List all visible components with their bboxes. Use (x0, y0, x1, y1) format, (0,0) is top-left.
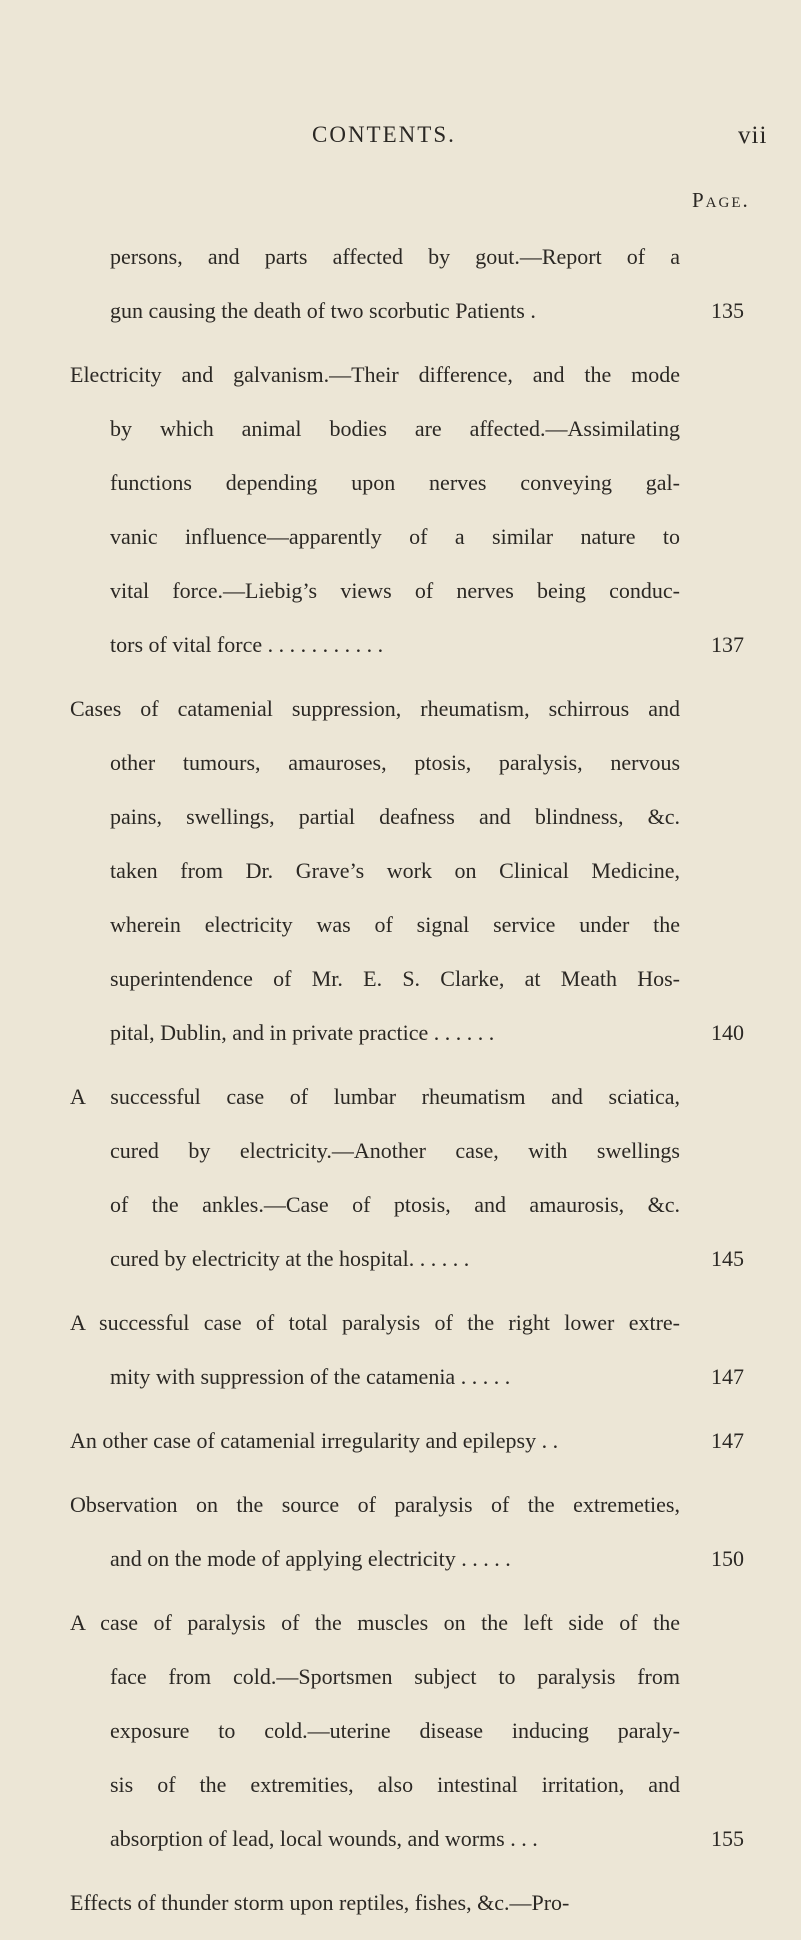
contents-entry (0, 1070, 801, 1286)
entry-line (0, 844, 801, 898)
entry-line (0, 1596, 801, 1650)
entry-line (0, 1876, 801, 1930)
entry-text: superintendence of Mr. E. S. Clarke, at Meath Hos- (110, 966, 680, 991)
running-head-title: CONTENTS. (312, 122, 456, 147)
entry-line (0, 898, 801, 952)
entry-line (0, 790, 801, 844)
contents-entry (0, 682, 801, 1060)
entry-text: by which animal bodies are affected.—Assimilating (110, 416, 680, 441)
entry-text: exposure to cold.—uterine disease inducing paraly- (110, 1718, 680, 1743)
contents-entry (0, 1296, 801, 1404)
entry-page-number: 137 (711, 632, 744, 657)
entry-text: of the ankles.—Case of ptosis, and amaurosis, &c. (110, 1192, 680, 1217)
entry-page-number: 140 (711, 1020, 744, 1045)
entry-line (0, 1704, 801, 1758)
entry-text: gun causing the death of two scorbutic Patients . (110, 298, 536, 323)
entry-text: persons, and parts affected by gout.—Report of a (110, 244, 680, 269)
entry-line (0, 402, 801, 456)
entry-line (0, 284, 801, 338)
entry-line (0, 1124, 801, 1178)
entry-page-number: 155 (711, 1826, 744, 1851)
entry-line (0, 510, 801, 564)
entry-text: tors of vital force . . . . . . . . . . . (110, 632, 384, 657)
entry-line (0, 1478, 801, 1532)
contents-entry (0, 1876, 801, 1930)
entry-line (0, 952, 801, 1006)
entry-line (0, 1006, 801, 1060)
entry-line (0, 1812, 801, 1866)
entry-line (0, 230, 801, 284)
entry-text: Electricity and galvanism.—Their difference, and the mode (70, 362, 680, 387)
entry-text: sis of the extremities, also intestinal irritation, and (110, 1772, 680, 1797)
entry-line (0, 564, 801, 618)
entry-text: pains, swellings, partial deafness and blindness, &c. (110, 804, 680, 829)
entry-text: and on the mode of applying electricity . . . . . (110, 1546, 511, 1571)
page-column-label: Page. (692, 188, 750, 212)
entry-text: functions depending upon nerves conveying gal- (110, 470, 680, 495)
entry-line (0, 456, 801, 510)
entry-text: Observation on the source of paralysis of the extremeties, (70, 1492, 680, 1517)
running-head (0, 122, 801, 162)
entry-line (0, 1232, 801, 1286)
entry-page-number: 150 (711, 1546, 744, 1571)
entry-line (0, 1758, 801, 1812)
entry-line (0, 1350, 801, 1404)
entry-page-number: 147 (711, 1428, 744, 1453)
entry-text: absorption of lead, local wounds, and worms . . . (110, 1826, 538, 1851)
entry-line (0, 736, 801, 790)
entry-line (0, 1414, 801, 1468)
entry-text: face from cold.—Sportsmen subject to paralysis from (110, 1664, 680, 1689)
entry-line (0, 1070, 801, 1124)
entry-line (0, 618, 801, 672)
contents-entry (0, 348, 801, 672)
entry-line (0, 1650, 801, 1704)
entry-page-number: 147 (711, 1364, 744, 1389)
entry-text: A successful case of lumbar rheumatism and sciatica, (70, 1084, 680, 1109)
entry-line (0, 1296, 801, 1350)
entry-text: Effects of thunder storm upon reptiles, fishes, &c.—Pro- (70, 1890, 570, 1915)
entry-text: mity with suppression of the catamenia . . . . . (110, 1364, 511, 1389)
entry-page-number: 135 (711, 298, 744, 323)
entry-page-number: 145 (711, 1246, 744, 1271)
entry-text: A successful case of total paralysis of the right lower extre- (70, 1310, 680, 1335)
entry-text: Cases of catamenial suppression, rheumatism, schirrous and (70, 696, 680, 721)
contents-entry (0, 230, 801, 338)
entry-line (0, 1178, 801, 1232)
contents-entry (0, 1478, 801, 1586)
contents-entry (0, 1596, 801, 1866)
entry-text: pital, Dublin, and in private practice . . . . . . (110, 1020, 495, 1045)
entry-text: wherein electricity was of signal service under the (110, 912, 680, 937)
entry-text: cured by electricity.—Another case, with swellings (110, 1138, 680, 1163)
entry-text: taken from Dr. Grave’s work on Clinical Medicine, (110, 858, 680, 883)
contents-entry (0, 1414, 801, 1468)
page-folio: vii (738, 122, 768, 149)
contents-list (0, 230, 801, 1940)
entry-text: cured by electricity at the hospital. . . . . . (110, 1246, 470, 1271)
entry-line (0, 1532, 801, 1586)
entry-line (0, 348, 801, 402)
entry-text: A case of paralysis of the muscles on the left side of the (70, 1610, 680, 1635)
entry-text: vanic influence—apparently of a similar nature to (110, 524, 680, 549)
entry-text: vital force.—Liebig’s views of nerves being conduc- (110, 578, 680, 603)
entry-text: An other case of catamenial irregularity and epilepsy . . (70, 1428, 559, 1453)
entry-line (0, 682, 801, 736)
entry-text: other tumours, amauroses, ptosis, paralysis, nervous (110, 750, 680, 775)
